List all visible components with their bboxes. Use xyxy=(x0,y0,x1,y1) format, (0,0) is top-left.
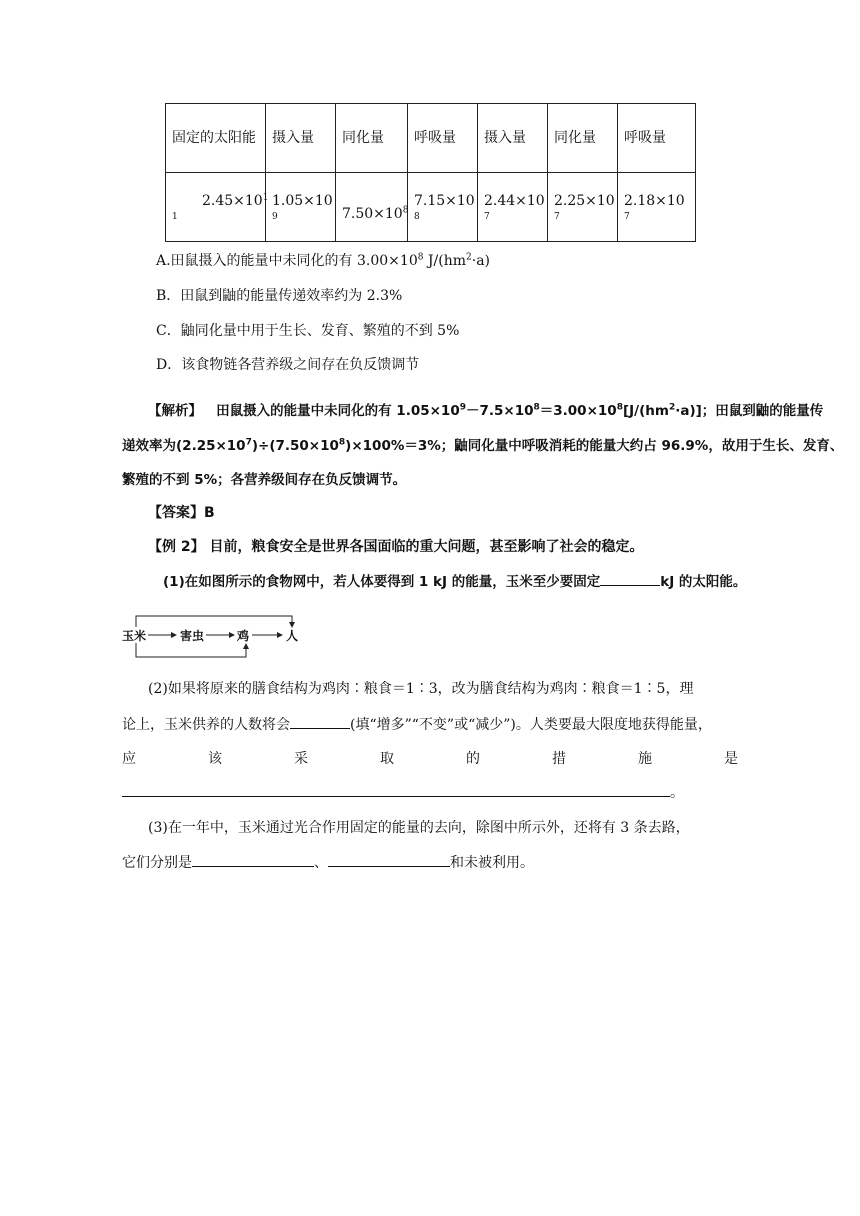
question-1: (1)在如图所示的食物网中，若人体要得到 1 kJ 的能量，玉米至少要固定 kJ 的太阳能。 xyxy=(163,570,746,590)
option-b: B．田鼠到鼬的能量传递效率约为 2.3% xyxy=(156,288,403,304)
option-d: D．该食物链各营养级之间存在负反馈调节 xyxy=(156,357,420,373)
table-cell: 1.05×10 9 xyxy=(266,173,336,242)
table-cell: 2.44×10 7 xyxy=(478,173,548,242)
food-chain-diagram xyxy=(122,613,307,661)
answer-blank[interactable] xyxy=(328,852,450,867)
question-2-line-2: 论上，玉米供养的人数将会 (填“增多”“不变”或“减少”)。人类要最大限度地获得能量， xyxy=(122,714,712,734)
table-header-cell: 固定的太阳能 xyxy=(166,104,266,173)
node-chicken: 鸡 xyxy=(237,629,250,643)
table-header-cell: 摄入量 xyxy=(478,104,548,173)
table-header-cell: 同化量 xyxy=(548,104,618,173)
answer-blank[interactable] xyxy=(290,714,350,729)
answer-tag: 【答案】 xyxy=(148,505,204,521)
food-chain-arrows xyxy=(122,613,307,661)
option-c: C．鼬同化量中用于生长、发育、繁殖的不到 5% xyxy=(156,323,460,339)
table-cell: 2.25×10 7 xyxy=(548,173,618,242)
table-cell: $2.45\times 10^1$ 1 xyxy=(166,173,266,242)
table-header-cell: 呼吸量 xyxy=(408,104,478,173)
answer-line xyxy=(148,502,215,522)
table-header-cell: 摄入量 xyxy=(266,104,336,173)
option-a: A.田鼠摄入的能量中未同化的有 $3.00\times 10^8$ $J/(hm^2\cdot a)$ xyxy=(156,252,491,269)
table-cell: 2.18×10 7 xyxy=(618,173,696,242)
question-3-line-2: 它们分别是 、 和未被利用。 xyxy=(122,852,534,872)
answer-blank[interactable] xyxy=(122,782,670,797)
energy-table xyxy=(165,103,696,242)
node-corn: 玉米 xyxy=(122,629,147,643)
question-2-line-4: 。 xyxy=(122,782,684,802)
answer-value: B xyxy=(204,505,215,521)
analysis-tag: 【解析】 xyxy=(148,403,202,419)
question-2-line-3: 应 该 采 取 的 措 施 是 xyxy=(122,751,738,767)
table-cell: $7.50\times 10^8$ xyxy=(336,173,408,242)
table-row xyxy=(166,173,696,242)
analysis-line-3: 繁殖的不到 5%；各营养级间存在负反馈调节。 xyxy=(122,472,407,488)
table-header-row xyxy=(166,104,696,173)
table-cell: 7.15×10 8 xyxy=(408,173,478,242)
analysis-line-1: 【解析】 田鼠摄入的能量中未同化的有 $1.05\times 10^9-7.5\times 10^8=3.00\times 10^8[J/(hm^2\cdot a)]$；田鼠到鼬的能量传 xyxy=(148,402,824,419)
question-2-line-1: (2)如果将原来的膳食结构为鸡肉∶粮食＝1∶3，改为膳食结构为鸡肉∶粮食＝1∶5，理 xyxy=(148,681,694,697)
question-3-line-1: (3)在一年中，玉米通过光合作用固定的能量的去向，除图中所示外，还将有 3 条去路， xyxy=(148,820,690,836)
node-human: 人 xyxy=(286,629,299,643)
analysis-line-2: 递效率为$(2.25\times 10^7)\div(7.50\times 10^8)\times 100\%=3\%$；鼬同化量中呼吸消耗的能量大约占 96.9%，故用于生长、发育、 xyxy=(122,437,844,454)
answer-blank[interactable] xyxy=(600,571,660,586)
table-header-cell: 呼吸量 xyxy=(618,104,696,173)
answer-blank[interactable] xyxy=(192,852,314,867)
example2-tag: 【例 2】 xyxy=(148,539,205,555)
table-header-cell: 同化量 xyxy=(336,104,408,173)
node-pest: 害虫 xyxy=(180,629,205,643)
example2-intro: 【例 2】 目前，粮食安全是世界各国面临的重大问题，甚至影响了社会的稳定。 xyxy=(148,539,644,555)
